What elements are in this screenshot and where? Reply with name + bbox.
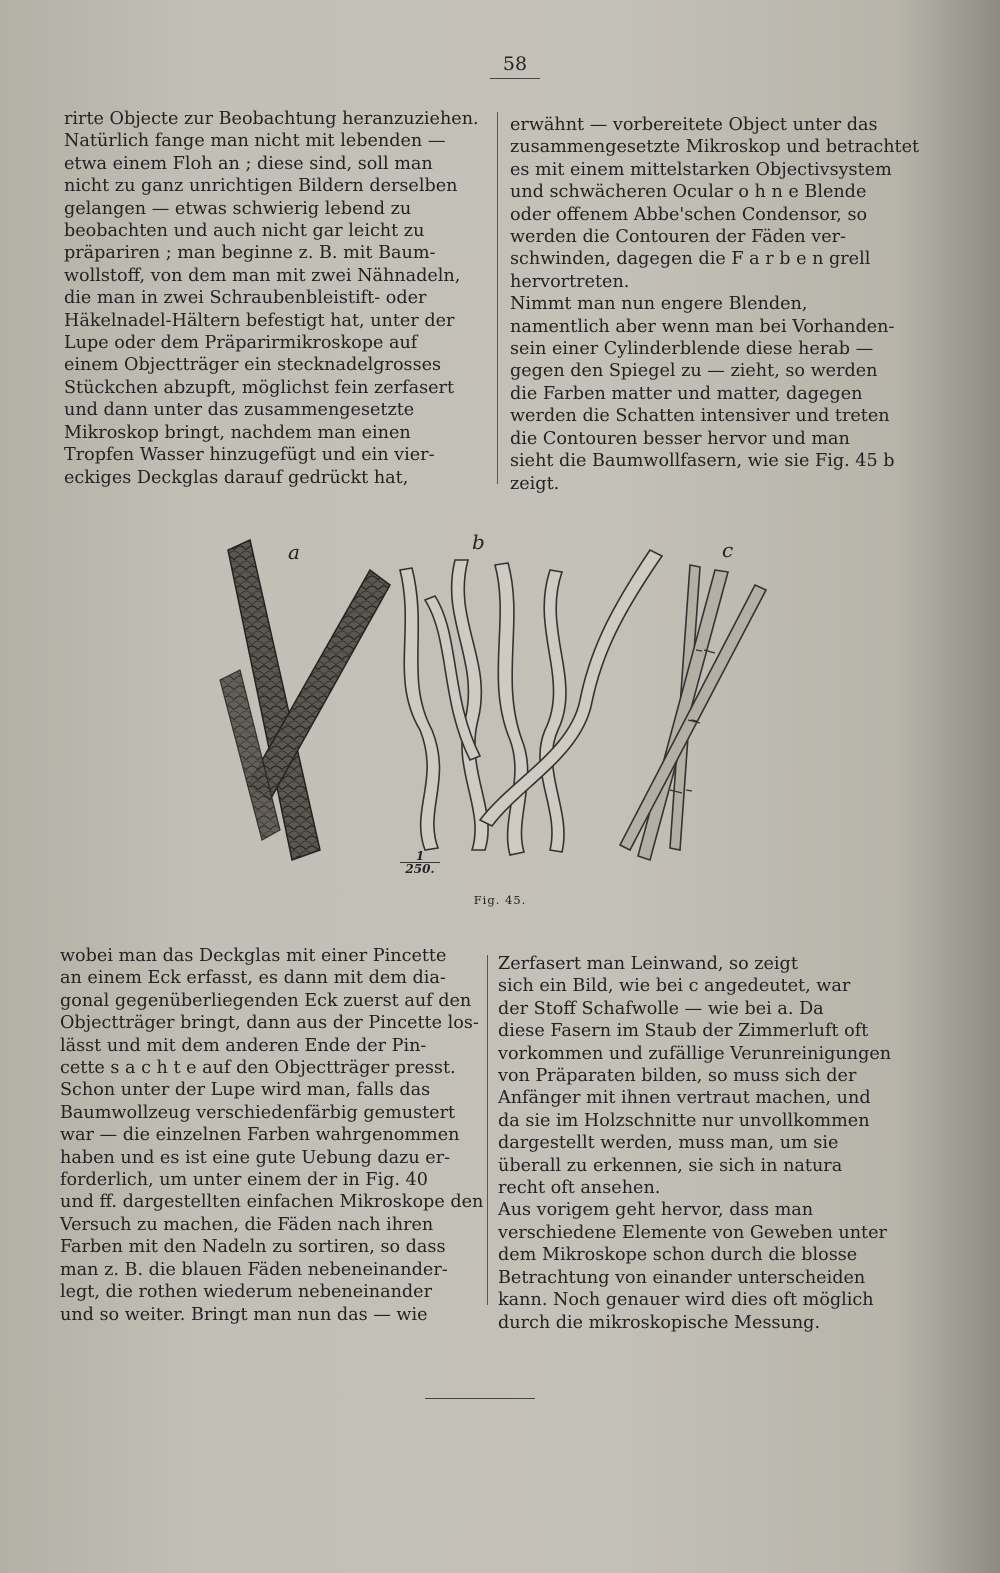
text-line: eckiges Deckglas darauf gedrückt hat, xyxy=(64,467,409,488)
text-line: überall zu erkennen, sie sich in natura xyxy=(498,1155,843,1176)
figure-label-c: c xyxy=(722,538,734,562)
text-line: nicht zu ganz unrichtigen Bildern derselben xyxy=(64,176,458,197)
text-line: etwa einem Floh an ; diese sind, soll man xyxy=(64,153,433,174)
column-bottom-right xyxy=(498,953,923,1334)
text-line: Baumwollzeug verschiedenfärbig gemustert xyxy=(60,1102,456,1123)
column-top-left xyxy=(64,108,489,489)
text-line: cette s a c h t e auf den Objectträger presst. xyxy=(60,1058,456,1079)
text-line: zeigt. xyxy=(510,473,560,494)
text-line: gonal gegenüberliegenden Eck zuerst auf den xyxy=(60,990,472,1011)
text-line: dargestellt werden, muss man, um sie xyxy=(498,1133,839,1154)
figure-45 xyxy=(210,530,800,890)
text-line: legt, die rothen wiederum nebeneinander xyxy=(60,1282,433,1303)
text-line: oder offenem Abbe'schen Condensor, so xyxy=(510,204,868,225)
text-line: beobachten und auch nicht gar leicht zu xyxy=(64,221,425,242)
text-line: gegen den Spiegel zu — zieht, so werden xyxy=(510,361,878,382)
text-line: von Präparaten bilden, so muss sich der xyxy=(498,1066,857,1087)
magnification-label xyxy=(400,850,440,875)
linen-fibers-c xyxy=(620,565,766,860)
text-line: Anfänger mit ihnen vertraut machen, und xyxy=(498,1088,871,1109)
text-line: wollstoff, von dem man mit zwei Nähnadeln, xyxy=(64,265,461,286)
text-line: sieht die Baumwollfasern, wie sie Fig. 45 b xyxy=(510,451,895,472)
fiber-illustration xyxy=(210,530,800,890)
text-line: Zerfasert man Leinwand, so zeigt xyxy=(498,954,798,974)
text-line: hervortreten. xyxy=(510,271,630,292)
text-line: die Farben matter und matter, dagegen xyxy=(510,383,863,404)
text-line: diese Fasern im Staub der Zimmerluft oft xyxy=(498,1021,869,1042)
text-line: und so weiter. Bringt man nun das — wie xyxy=(60,1304,428,1325)
text-line: Lupe oder dem Präparirmikroskope auf xyxy=(64,333,418,354)
text-line: rirte Objecte zur Beobachtung heranzuziehen. xyxy=(64,109,479,129)
text-line: werden die Schatten intensiver und treten xyxy=(510,406,890,427)
text-line: durch die mikroskopische Messung. xyxy=(498,1312,821,1333)
text-line: dem Mikroskope schon durch die blosse xyxy=(498,1245,858,1266)
text-line: es mit einem mittelstarken Objectivsystem xyxy=(510,159,892,180)
text-line: vorkommen und zufällige Verunreinigungen xyxy=(498,1043,892,1064)
text-line: erwähnt — vorbereitete Object unter das xyxy=(510,115,878,135)
magnification-numerator: 1 xyxy=(415,849,425,863)
text-line: werden die Contouren der Fäden ver- xyxy=(510,227,846,248)
text-line: kann. Noch genauer wird dies oft möglich xyxy=(498,1290,874,1311)
figure-label-a: a xyxy=(288,540,300,564)
text-line: Versuch zu machen, die Fäden nach ihren xyxy=(60,1214,434,1235)
cotton-fibers-b xyxy=(400,550,662,855)
text-line: verschiedene Elemente von Geweben unter xyxy=(498,1222,887,1243)
text-line: zusammengesetzte Mikroskop und betrachtet xyxy=(510,137,920,158)
text-line: Tropfen Wasser hinzugefügt und ein vier- xyxy=(64,445,435,466)
text-line: die man in zwei Schraubenbleistift- oder xyxy=(64,288,427,309)
figure-label-b: b xyxy=(472,530,485,554)
text-line: an einem Eck erfasst, es dann mit dem dia- xyxy=(60,968,446,989)
column-top-right xyxy=(510,114,935,495)
text-line: Natürlich fange man nicht mit lebenden — xyxy=(64,131,446,152)
text-line: war — die einzelnen Farben wahrgenommen xyxy=(60,1125,460,1146)
figure-caption: Fig. 45. xyxy=(473,893,527,907)
text-line: haben und es ist eine gute Uebung dazu er- xyxy=(60,1147,451,1168)
footer-rule xyxy=(425,1398,535,1399)
text-line: Häkelnadel-Hältern befestigt hat, unter der xyxy=(64,310,455,331)
text-line: Farben mit den Nadeln zu sortiren, so dass xyxy=(60,1237,446,1258)
column-bottom-left xyxy=(60,945,485,1326)
text-line: Stückchen abzupft, möglichst fein zerfasert xyxy=(64,377,455,398)
text-line: die Contouren besser hervor und man xyxy=(510,428,850,449)
text-line: der Stoff Schafwolle — wie bei a. Da xyxy=(498,998,824,1019)
text-line: wobei man das Deckglas mit einer Pincette xyxy=(60,946,447,966)
text-line: und ff. dargestellten einfachen Mikroskope den xyxy=(60,1192,484,1213)
wool-fibers-a xyxy=(220,540,390,860)
text-line: präpariren ; man beginne z. B. mit Baum- xyxy=(64,243,436,264)
text-line: Aus vorigem geht hervor, dass man xyxy=(498,1200,814,1221)
text-line: gelangen — etwas schwierig lebend zu xyxy=(64,198,412,219)
column-divider-bottom xyxy=(487,955,488,1305)
text-line: Betrachtung von einander unterscheiden xyxy=(498,1267,866,1288)
text-line: und schwächeren Ocular o h n e Blende xyxy=(510,182,867,203)
text-line: Schon unter der Lupe wird man, falls das xyxy=(60,1080,431,1101)
text-line: namentlich aber wenn man bei Vorhanden- xyxy=(510,316,895,337)
text-line: und dann unter das zusammengesetzte xyxy=(64,400,415,421)
text-line: Objectträger bringt, dann aus der Pincette los- xyxy=(60,1013,479,1034)
text-line: einem Objectträger ein stecknadelgrosses xyxy=(64,355,442,376)
text-line: man z. B. die blauen Fäden nebeneinander- xyxy=(60,1259,448,1280)
text-line: recht oft ansehen. xyxy=(498,1178,661,1199)
page-number: 58 xyxy=(490,50,540,79)
text-line: Mikroskop bringt, nachdem man einen xyxy=(64,422,411,443)
column-divider-top xyxy=(497,112,498,484)
text-line: da sie im Holzschnitte nur unvollkommen xyxy=(498,1110,870,1131)
text-line: forderlich, um unter einem der in Fig. 40 xyxy=(60,1170,428,1191)
text-line: sich ein Bild, wie bei c angedeutet, war xyxy=(498,976,851,997)
text-line: lässt und mit dem anderen Ende der Pin- xyxy=(60,1035,427,1056)
text-line: Nimmt man nun engere Blenden, xyxy=(510,294,808,315)
text-line: schwinden, dagegen die F a r b e n grell xyxy=(510,249,871,270)
text-line: sein einer Cylinderblende diese herab — xyxy=(510,339,874,360)
magnification-denominator: 250. xyxy=(400,862,440,875)
